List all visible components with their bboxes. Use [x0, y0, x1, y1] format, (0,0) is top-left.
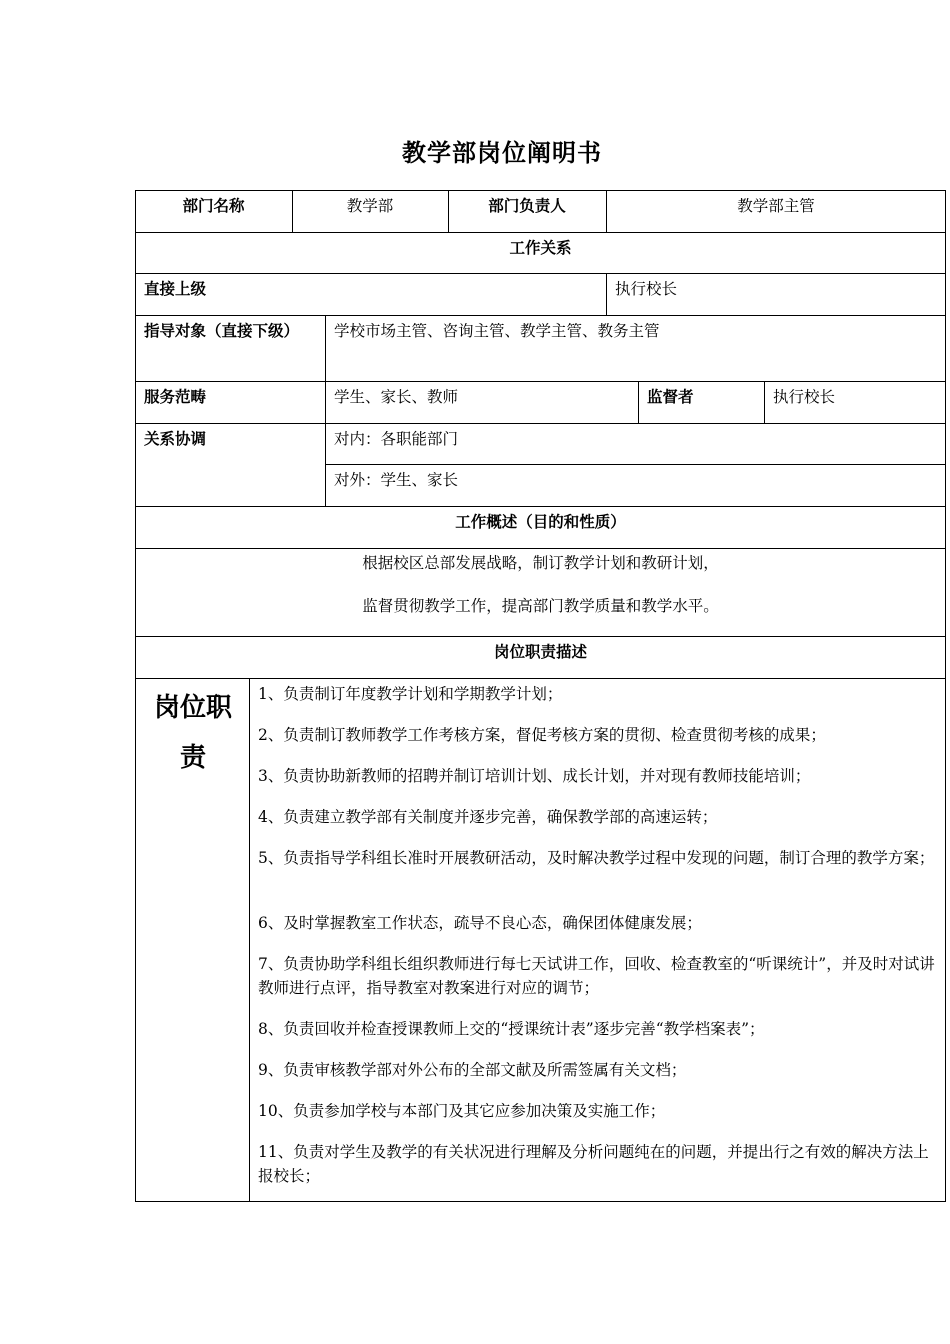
row-divider — [135, 506, 946, 507]
overview-title: 工作概述（目的和性质） — [455, 513, 626, 531]
duty-item-4: 4、负责建立教学部有关制度并逐步完善，确保教学部的高速运转； — [258, 808, 718, 826]
row-divider — [135, 232, 946, 233]
row-divider — [135, 423, 946, 424]
duty-item-2: 2、负责制订教师教学工作考核方案，督促考核方案的贯彻、检查贯彻考核的成果； — [258, 726, 826, 744]
duty-item-1: 1、负责制订年度教学计划和学期教学计划； — [258, 685, 563, 703]
dept-head-value: 教学部主管 — [737, 197, 815, 215]
row-divider — [135, 315, 946, 316]
dept-head-label: 部门负责人 — [488, 197, 566, 215]
supervisor-value: 执行校长 — [773, 388, 836, 406]
coordination-label: 关系协调 — [144, 430, 207, 448]
dept-name-value: 教学部 — [346, 197, 394, 215]
row-divider — [325, 464, 946, 465]
guidance-label: 指导对象（直接下级） — [144, 322, 300, 340]
row-divider — [135, 381, 946, 382]
col-divider — [606, 273, 607, 315]
row-divider — [135, 678, 946, 679]
direct-superior-label: 直接上级 — [144, 280, 207, 298]
duty-item-10: 10、负责参加学校与本部门及其它应参加决策及实施工作； — [258, 1102, 666, 1120]
col-divider — [249, 678, 250, 1202]
col-divider — [638, 381, 639, 423]
row-divider — [135, 548, 946, 549]
row-divider — [135, 636, 946, 637]
row-divider — [135, 273, 946, 274]
overview-line-1: 根据校区总部发展战略，制订教学计划和教研计划， — [362, 554, 719, 572]
document-title: 教学部岗位阐明书 — [402, 139, 602, 167]
duty-item-8: 8、负责回收并检查授课教师上交的“授课统计表”逐步完善“教学档案表”； — [258, 1020, 765, 1038]
dept-name-label: 部门名称 — [182, 197, 245, 215]
duty-item-9: 9、负责审核教学部对外公布的全部文献及所需签属有关文档； — [258, 1061, 687, 1079]
col-divider — [325, 315, 326, 506]
duty-item-3: 3、负责协助新教师的招聘并制订培训计划、成长计划，并对现有教师技能培训； — [258, 767, 811, 785]
supervisor-label: 监督者 — [647, 388, 694, 406]
service-scope-label: 服务范畴 — [144, 388, 207, 406]
guidance-value: 学校市场主管、咨询主管、教学主管、教务主管 — [334, 322, 660, 340]
coordination-internal: 对内：各职能部门 — [334, 430, 459, 448]
duty-item-6: 6、及时掌握教室工作状态，疏导不良心态，确保团体健康发展； — [258, 914, 702, 932]
work-relations-title: 工作关系 — [509, 239, 572, 257]
overview-line-2: 监督贯彻教学工作，提高部门教学质量和教学水平。 — [362, 597, 719, 615]
service-scope-value: 学生、家长、教师 — [334, 388, 459, 406]
col-divider — [764, 381, 765, 423]
coordination-external: 对外：学生、家长 — [334, 471, 459, 489]
direct-superior-value: 执行校长 — [615, 280, 678, 298]
duties-title: 岗位职责描述 — [493, 643, 587, 661]
duties-side-label: 岗位职责 — [153, 693, 232, 773]
duty-item-5: 5、负责指导学科组长准时开展教研活动，及时解决教学过程中发现的问题，制订合理的教学方案； — [258, 849, 935, 867]
duty-item-11: 11、负责对学生及教学的有关状况进行理解及分析问题纯在的问题，并提出行之有效的解决方法上报校长； — [258, 1143, 929, 1185]
duty-item-7: 7、负责协助学科组长组织教师进行每七天试讲工作，回收、检查教室的“听课统计”，并及时对试讲教师进行点评，指导教室对教案进行对应的调节； — [258, 955, 935, 997]
